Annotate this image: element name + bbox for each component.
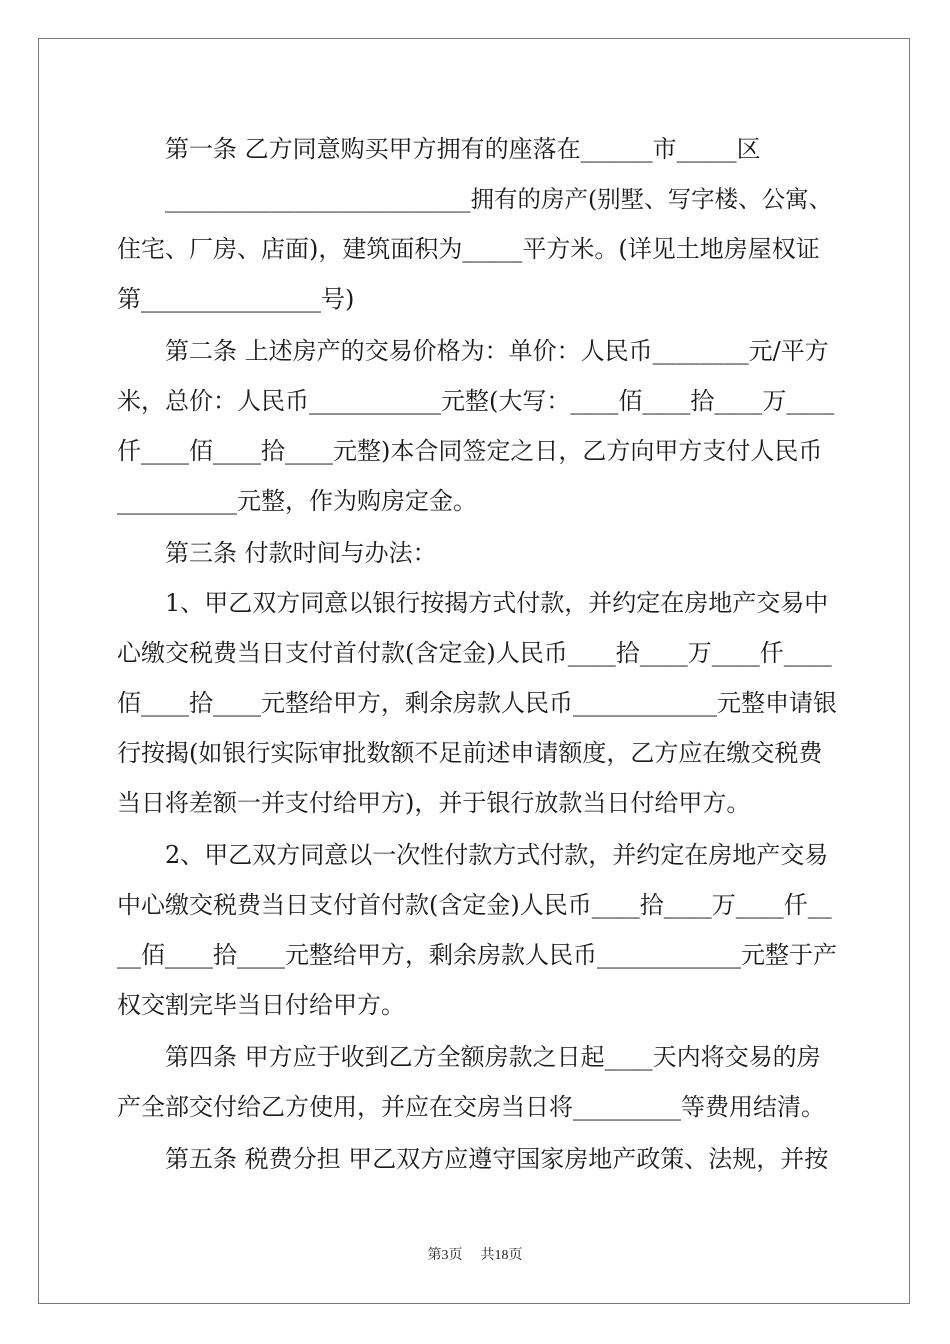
clause-1-line-3: 佰____拾____元整给甲方，剩余房款人民币____________元整申请银 <box>117 689 837 717</box>
article-2-line-2: 米，总价：人民币___________元整(大写：____佰____拾____万____ <box>117 387 835 415</box>
clause-1-line-2: 心缴交税费当日支付首付款(含定金)人民币____拾____万____仟____ <box>117 639 832 667</box>
clause-1-line-5: 当日将差额一并支付给甲方)，并于银行放款当日付给甲方。 <box>117 789 751 817</box>
article-2-line-1: 第二条 上述房产的交易价格为：单价：人民币________元/平方 <box>165 337 829 365</box>
article-5-line-1: 第五条 税费分担 甲乙双方应遵守国家房地产政策、法规，并按 <box>165 1145 829 1173</box>
clause-2-line-3: __佰____拾____元整给甲方，剩余房款人民币____________元整于产 <box>117 941 837 969</box>
clause-2-line-4: 权交割完毕当日付给甲方。 <box>117 991 405 1019</box>
article-4-line-2: 产全部交付给乙方使用，并应在交房当日将_________等费用结清。 <box>117 1093 825 1121</box>
article-4-line-1: 第四条 甲方应于收到乙方全额房款之日起____天内将交易的房 <box>165 1043 821 1071</box>
page-number: 第3页 <box>427 1248 463 1263</box>
page-total: 共18页 <box>480 1248 523 1263</box>
article-3-heading: 第三条 付款时间与办法： <box>165 539 437 567</box>
clause-2-line-1: 2、甲乙双方同意以一次性付款方式付款，并约定在房地产交易 <box>165 841 829 869</box>
article-1-line-4: 第_______________号) <box>117 285 355 313</box>
article-1-line-3: 住宅、厂房、店面)，建筑面积为_____平方米。(详见土地房屋权证 <box>117 235 820 263</box>
article-2-line-4: __________元整，作为购房定金。 <box>117 487 477 515</box>
clause-2-line-2: 中心缴交税费当日支付首付款(含定金)人民币____拾____万____仟__ <box>117 891 832 919</box>
article-1-line-1: 第一条 乙方同意购买甲方拥有的座落在______市_____区 <box>165 135 761 163</box>
article-1-line-2: __________________________拥有的房产(别墅、写字楼、公寓、 <box>165 185 833 213</box>
article-2-line-3: 仟____佰____拾____元整)本合同签定之日，乙方向甲方支付人民币 <box>117 437 823 465</box>
page-footer <box>0 1244 950 1264</box>
clause-1-line-1: 1、甲乙双方同意以银行按揭方式付款，并约定在房地产交易中 <box>165 589 829 617</box>
document-body <box>117 128 837 1188</box>
clause-1-line-4: 行按揭(如银行实际审批数额不足前述申请额度，乙方应在缴交税费 <box>117 739 823 767</box>
